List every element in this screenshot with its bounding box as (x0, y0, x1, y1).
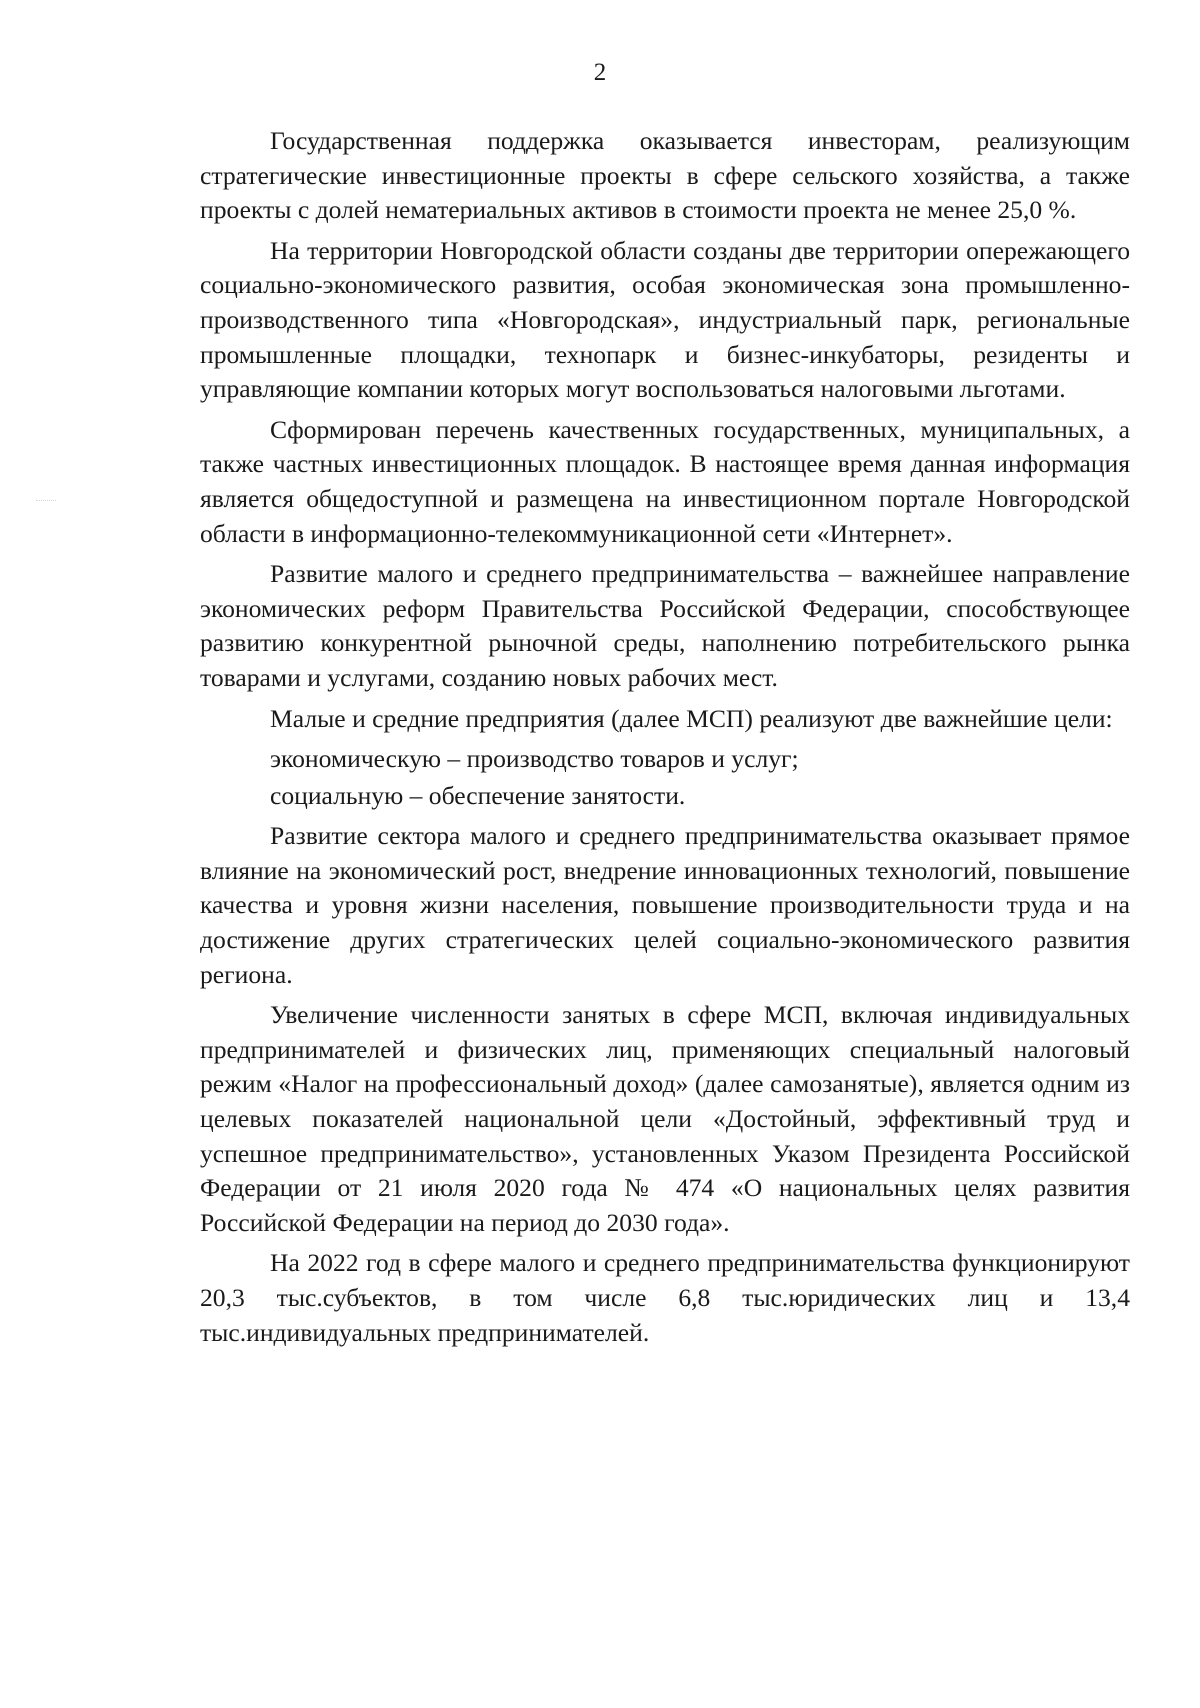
paragraph-sme-goals: Малые и средние предприятия (далее МСП) реализуют две важнейшие цели: (270, 703, 1113, 733)
document-body (200, 124, 1130, 1356)
scan-artifact (36, 500, 56, 505)
list-item-social-goal: социальную – обеспечение занятости. (270, 780, 686, 810)
paragraph-state-support: Государственная поддержка оказывается инвесторам, реализующим стратегические инвестиционные проекты в сфере сельского хозяйства, а также проекты с долей нематериальных активов в стоимости проекта не менее 25,0 %. (200, 126, 1130, 225)
paragraph-sme-development: Развитие малого и среднего предпринимательства – важнейшее направление экономических реформ Правительства Российской Федерации, способствующее развитию конкурентной рыночной среды, наполнению потребительского рынка товарами и услугами, созданию новых рабочих мест. (200, 559, 1130, 692)
page-number: 2 (593, 59, 607, 86)
paragraph-sme-statistics: На 2022 год в сфере малого и среднего предпринимательства функционируют 20,3 тыс.субъектов, в том числе 6,8 тыс.юридических лиц и 13,4 тыс.индивидуальных предпринимателей. (200, 1248, 1130, 1347)
paragraph-employment-growth: Увеличение численности занятых в сфере МСП, включая индивидуальных предпринимателей и физических лиц, применяющих специальный налоговый режим «Налог на профессиональный доход» (далее самозанятые), является одним из целевых показателей национальной цели «Достойный, эффективный труд и успешное предпринимательство», установленных Указом Президента Российской Федерации от 21 июля 2020 года № 474 «О национальных целях развития Российской Федерации на период до 2030 года». (200, 1000, 1130, 1237)
list-item-economic-goal: экономическую – производство товаров и услуг; (270, 744, 799, 774)
paragraph-investment-sites: Сформирован перечень качественных государственных, муниципальных, а также частных инвестиционных площадок. В настоящее время данная информация является общедоступной и размещена на инвестиционном портале Новгородской области в информационно-телекоммуникационной сети «Интернет». (200, 414, 1130, 548)
paragraph-sme-impact: Развитие сектора малого и среднего предпринимательства оказывает прямое влияние на экономический рост, внедрение инновационных технологий, повышение качества и уровня жизни населения, повышение производительности труда и на достижение других стратегических целей социально-экономического развития региона. (200, 821, 1130, 989)
paragraph-territories: На территории Новгородской области созданы две территории опережающего социально-экономического развития, особая экономическая зона промышленно-производственного типа «Новгородская», индустриальный парк, региональные промышленные площадки, технопарк и бизнес-инкубаторы, резиденты и управляющие компании которых могут воспользоваться налоговыми льготами. (200, 235, 1130, 404)
